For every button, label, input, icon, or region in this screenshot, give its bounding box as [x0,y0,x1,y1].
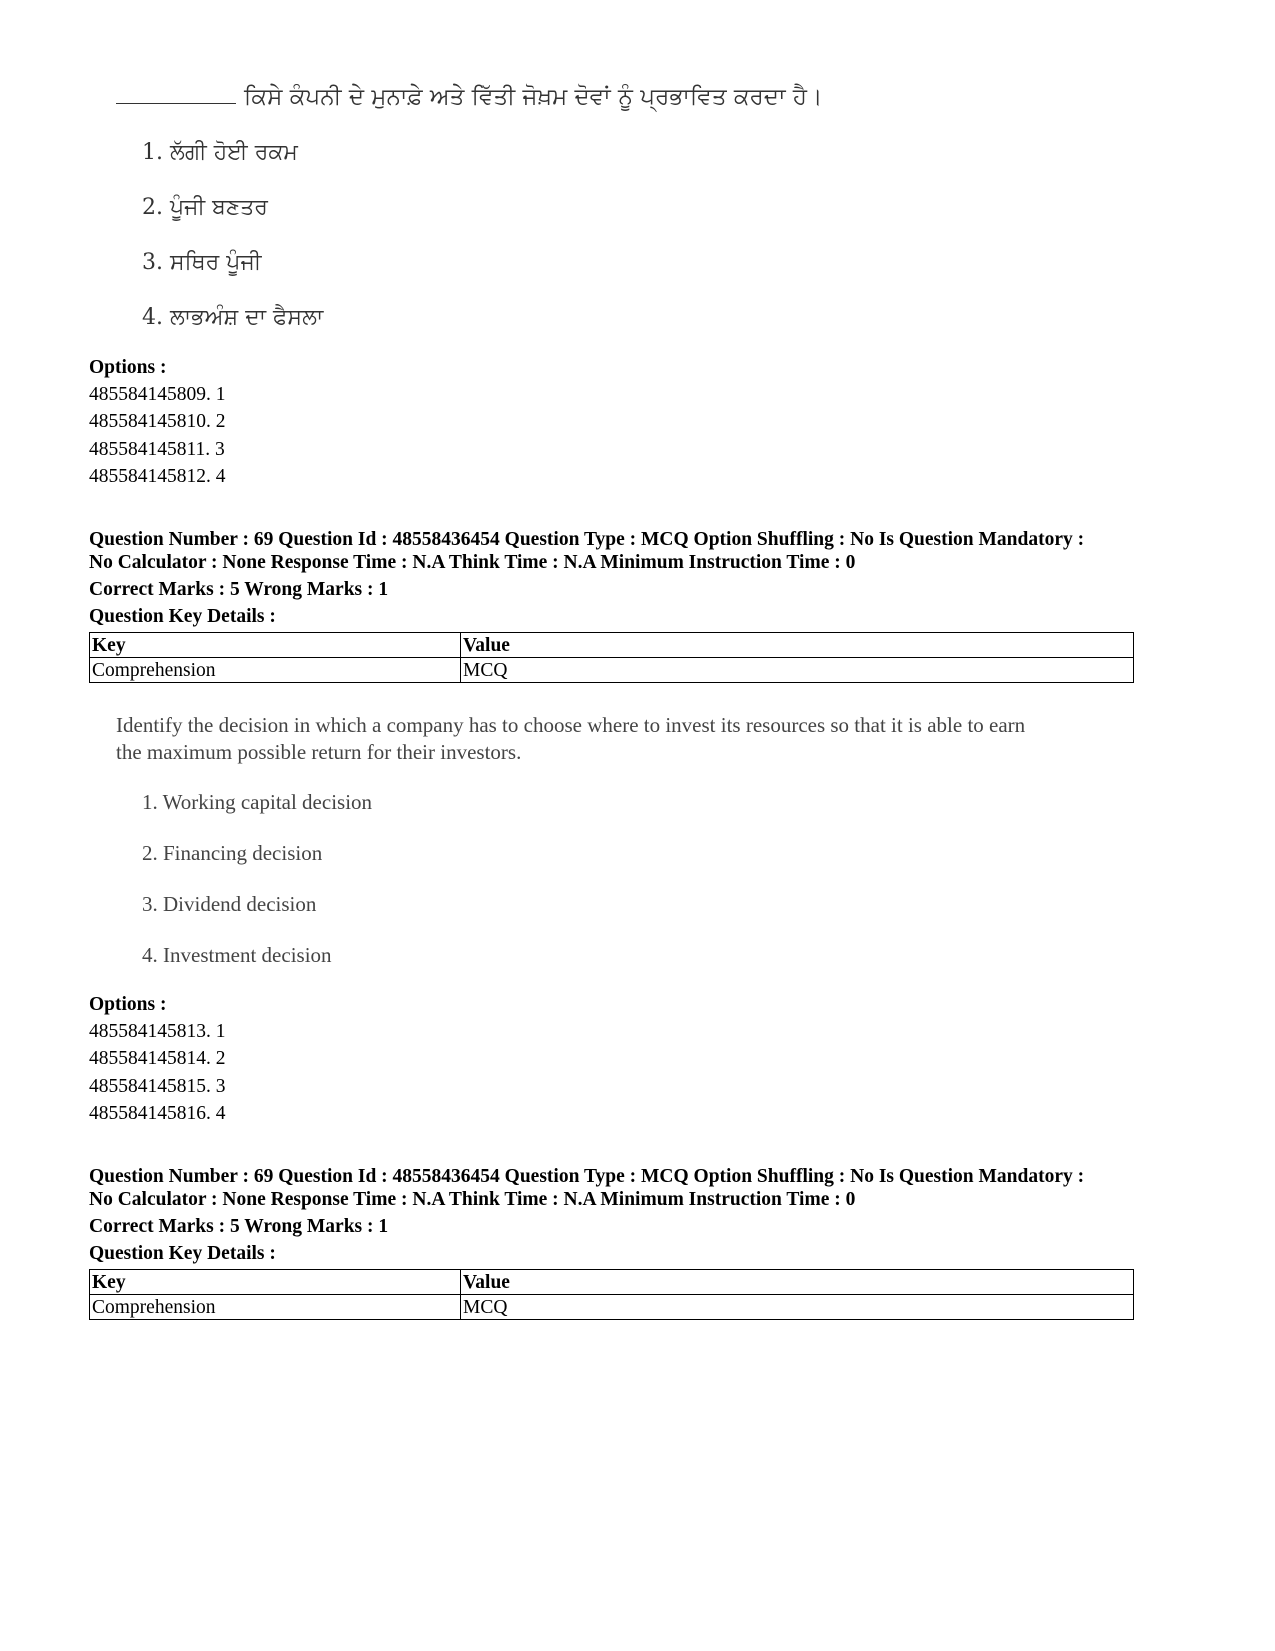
q3-marks: Correct Marks : 5 Wrong Marks : 1 [89,1216,389,1237]
q3-key-details-label: Question Key Details : [89,1243,276,1264]
table-header-row [90,1270,1134,1295]
table-header-row [90,633,1134,658]
q2-meta-line1: Question Number : 69 Question Id : 48558436454 Question Type : MCQ Option Shuffling : No Is Question Mandatory : [89,529,1085,550]
table-cell-value: MCQ [461,1295,1134,1320]
q1-options-label: Options : [89,357,167,378]
q1-choice-1: 1. ਲੱਗੀ ਹੋਈ ਰਕਮ [142,140,298,165]
q3-key-details-table [89,1269,1134,1320]
q1-choice-4: 4. ਲਾਭਅੰਸ਼ ਦਾ ਫੈਸਲਾ [142,305,324,330]
q1-option-4: 485584145812. 4 [89,466,226,487]
q1-question-stem [116,84,823,111]
q2-choice-1: 1. Working capital decision [142,790,373,814]
q2-choice-4: 4. Investment decision [142,943,332,967]
q1-option-2: 485584145810. 2 [89,411,226,432]
table-row [90,658,1134,683]
q1-choice-2: 2. ਪੂੰਜੀ ਬਣਤਰ [142,195,268,220]
q2-choice-3: 3. Dividend decision [142,892,317,916]
q2-option-3: 485584145815. 3 [89,1076,226,1097]
q2-stem-line2: the maximum possible return for their investors. [116,740,522,764]
q2-key-details-label: Question Key Details : [89,606,276,627]
q2-options-label: Options : [89,994,167,1015]
q1-option-3: 485584145811. 3 [89,439,225,460]
q1-stem-text: ਕਿਸੇ ਕੰਪਨੀ ਦੇ ਮੁਨਾਫ਼ੇ ਅਤੇ ਵਿੱਤੀ ਜੋਖ਼ਮ ਦੋਵਾਂ ਨੂੰ ਪ੍ਰਭਾਵਿਤ ਕਰਦਾ ਹੈ। [244,84,823,110]
q3-meta-block [89,1165,1149,1211]
table-header-value: Value [461,1270,1134,1295]
q2-meta-block [89,528,1149,574]
q2-choice-2: 2. Financing decision [142,841,323,865]
q2-meta-line2: No Calculator : None Response Time : N.A Think Time : N.A Minimum Instruction Time : 0 [89,552,856,573]
table-cell-key: Comprehension [90,1295,461,1320]
table-header-value: Value [461,633,1134,658]
q2-option-4: 485584145816. 4 [89,1103,226,1124]
q2-marks: Correct Marks : 5 Wrong Marks : 1 [89,579,389,600]
q1-option-1: 485584145809. 1 [89,384,226,405]
q2-key-details-table [89,632,1134,683]
q2-question-stem [116,712,1156,766]
fill-in-blank-line [116,102,236,104]
table-row [90,1295,1134,1320]
q2-option-2: 485584145814. 2 [89,1048,226,1069]
q3-meta-line1: Question Number : 69 Question Id : 48558436454 Question Type : MCQ Option Shuffling : No Is Question Mandatory : [89,1166,1085,1187]
q2-stem-line1: Identify the decision in which a company has to choose where to invest its resources so that it is able to earn [116,713,1026,737]
table-header-key: Key [90,1270,461,1295]
table-cell-key: Comprehension [90,658,461,683]
q3-meta-line2: No Calculator : None Response Time : N.A Think Time : N.A Minimum Instruction Time : 0 [89,1189,856,1210]
table-header-key: Key [90,633,461,658]
q2-option-1: 485584145813. 1 [89,1021,226,1042]
table-cell-value: MCQ [461,658,1134,683]
q1-choice-3: 3. ਸਥਿਰ ਪੂੰਜੀ [142,250,262,275]
